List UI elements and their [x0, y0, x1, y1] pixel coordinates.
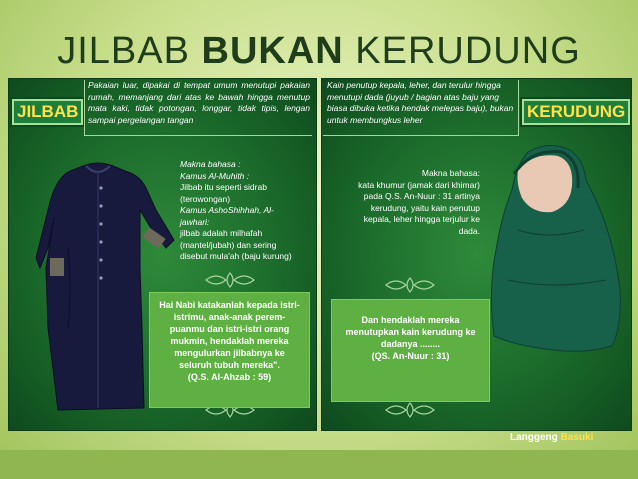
kerudung-meaning [338, 168, 480, 237]
kerudung-quote-ref: (QS. An-Nuur : 31) [371, 351, 450, 361]
jilbab-tag: JILBAB [10, 97, 85, 127]
meaning-line: jawhari: [180, 216, 210, 227]
meaning-line: kerudung, yaitu kain penutup [370, 202, 480, 213]
divider-line [84, 80, 85, 135]
meaning-line: kepala, leher hingga terjulur ke [363, 214, 480, 224]
kerudung-quote-box [331, 299, 490, 402]
ornament-icon [382, 401, 438, 419]
meaning-line: disebut mula'ah (baju kurung) [180, 251, 292, 261]
kerudung-image [488, 140, 623, 356]
meaning-line: Makna bahasa : [180, 159, 241, 169]
meaning-line: jilbab adalah milhafah [180, 228, 263, 238]
meaning-line: (terowongan) [180, 193, 231, 204]
ornament-icon [382, 276, 438, 294]
author-last-name: Basuki [560, 432, 594, 443]
meaning-line: Jilbab itu seperti sidrab [180, 182, 267, 192]
author-first-name: Langgeng [510, 432, 561, 443]
meaning-line: Makna bahasa: [421, 168, 480, 178]
meaning-line: Kamus AshoShihhah, Al- [180, 205, 274, 215]
title-part-1: JILBAB [57, 30, 202, 72]
kerudung-definition: Kain penutup kepala, leher, dan terulur hingga menutupi dada (juyub / bagian atas baju yang biasa dibuka ketika hendak melepas baju), bukan untuk membungkus leher [327, 80, 514, 125]
meaning-line: Kamus Al-Muhith : [180, 170, 250, 181]
jilbab-definition: Pakaian luar, dipakai di tempat umum menutupi pakaian rumah, memanjang dari atas ke bawah hingga menutup mata kaki, tidak potongan, longgar, tidak tipis, lengan sampai pergelangan tangan [88, 80, 310, 125]
divider-line [84, 135, 312, 136]
kerudung-quote: Dan hendaklah mereka menutupkan kain kerudung ke dadanya ........ [345, 315, 476, 349]
meaning-line: (mantel/jubah) dan sering [180, 239, 277, 250]
page-title [0, 30, 638, 73]
divider-line [323, 135, 519, 136]
ornament-icon [202, 271, 258, 289]
title-part-2: BUKAN [201, 30, 344, 72]
author-credit [510, 432, 593, 443]
jilbab-meaning [180, 159, 308, 263]
divider-line [518, 80, 519, 135]
kerudung-tag: KERUDUNG [520, 97, 632, 127]
meaning-line: kata khumur (jamak dari khimar) [358, 179, 480, 190]
bottom-bar [0, 450, 638, 479]
jilbab-quote-box [149, 292, 310, 408]
title-part-3: KERUDUNG [343, 30, 581, 72]
meaning-line: pada Q.S. An-Nuur : 31 artinya [363, 191, 480, 201]
meaning-line: dada. [458, 225, 480, 236]
jilbab-quote-ref: (Q.S. Al-Ahzab : 59) [187, 372, 272, 382]
jilbab-quote: Hai Nabi katakanlah kepada istri-istrimu, anak-anak perem-puanmu dan istri-istri orang mukmin, hendaklah mereka mengulurkan jilbabnya ke seluruh tubuh mereka". [159, 300, 300, 370]
